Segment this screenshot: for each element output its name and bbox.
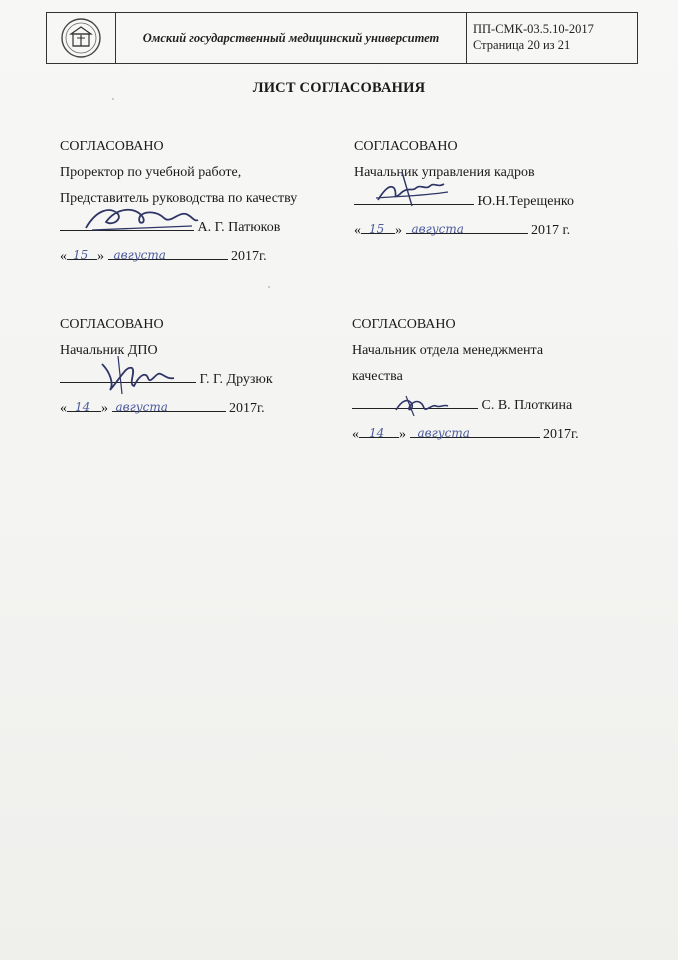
position-line-1: Начальник ДПО (60, 343, 158, 358)
scan-speck (112, 98, 114, 100)
date-day: 15 (369, 222, 385, 236)
position-line-2: качества (352, 369, 403, 384)
date-day: 15 (73, 248, 89, 262)
approval-block-prorector (60, 134, 297, 270)
document-header (46, 12, 638, 64)
position-line-1: Начальник отдела менеджмента (352, 343, 544, 358)
signature-line (60, 212, 297, 241)
position-line-2: Представитель руководства по качеству (60, 191, 298, 206)
date-line (354, 215, 574, 244)
signer-name: Ю.Н.Терещенко (477, 194, 575, 209)
date-line (60, 241, 297, 270)
date-day: 14 (75, 400, 91, 414)
date-year: 2017 г. (531, 223, 571, 238)
date-line (352, 419, 579, 448)
date-quote-close: » (399, 427, 406, 442)
date-quote-close: » (395, 223, 402, 238)
approval-heading: СОГЛАСОВАНО (60, 139, 164, 154)
date-quote-open: « (60, 401, 67, 416)
date-month: августа (115, 400, 168, 414)
approval-heading: СОГЛАСОВАНО (354, 139, 458, 154)
approval-heading: СОГЛАСОВАНО (352, 317, 456, 332)
date-quote-open: « (60, 249, 67, 264)
approval-block-dpo (60, 312, 273, 422)
document-code-cell (467, 13, 637, 63)
date-year: 2017г. (543, 427, 579, 442)
signature-line (354, 186, 574, 215)
signer-name: Г. Г. Друзюк (199, 372, 273, 387)
date-year: 2017г. (231, 249, 267, 264)
document-code: ПП-СМК-03.5.10-2017 (473, 22, 594, 36)
approval-block-quality (352, 312, 579, 448)
approval-heading: СОГЛАСОВАНО (60, 317, 164, 332)
date-month: августа (417, 426, 470, 440)
date-month: августа (411, 222, 464, 236)
date-quote-close: » (101, 401, 108, 416)
date-month: августа (113, 248, 166, 262)
signature-line (352, 390, 579, 419)
university-logo (47, 13, 116, 63)
date-quote-open: « (352, 427, 359, 442)
page-number: Страница 20 из 21 (473, 38, 571, 52)
date-year: 2017г. (229, 401, 265, 416)
date-day: 14 (369, 426, 385, 440)
document-title: ЛИСТ СОГЛАСОВАНИЯ (252, 80, 426, 96)
date-line (60, 393, 273, 422)
date-quote-close: » (97, 249, 104, 264)
date-quote-open: « (354, 223, 361, 238)
signature-line (60, 364, 273, 393)
signer-name: А. Г. Патюков (197, 220, 281, 235)
university-name: Омский государственный медицинский университет (116, 13, 467, 63)
scan-speck (268, 286, 270, 288)
position-line-1: Проректор по учебной работе, (60, 165, 242, 180)
university-emblem-icon (59, 16, 103, 60)
signer-name: С. В. Плоткина (481, 398, 573, 413)
approval-block-hr (354, 134, 574, 244)
position-line-1: Начальник управления кадров (354, 165, 535, 180)
